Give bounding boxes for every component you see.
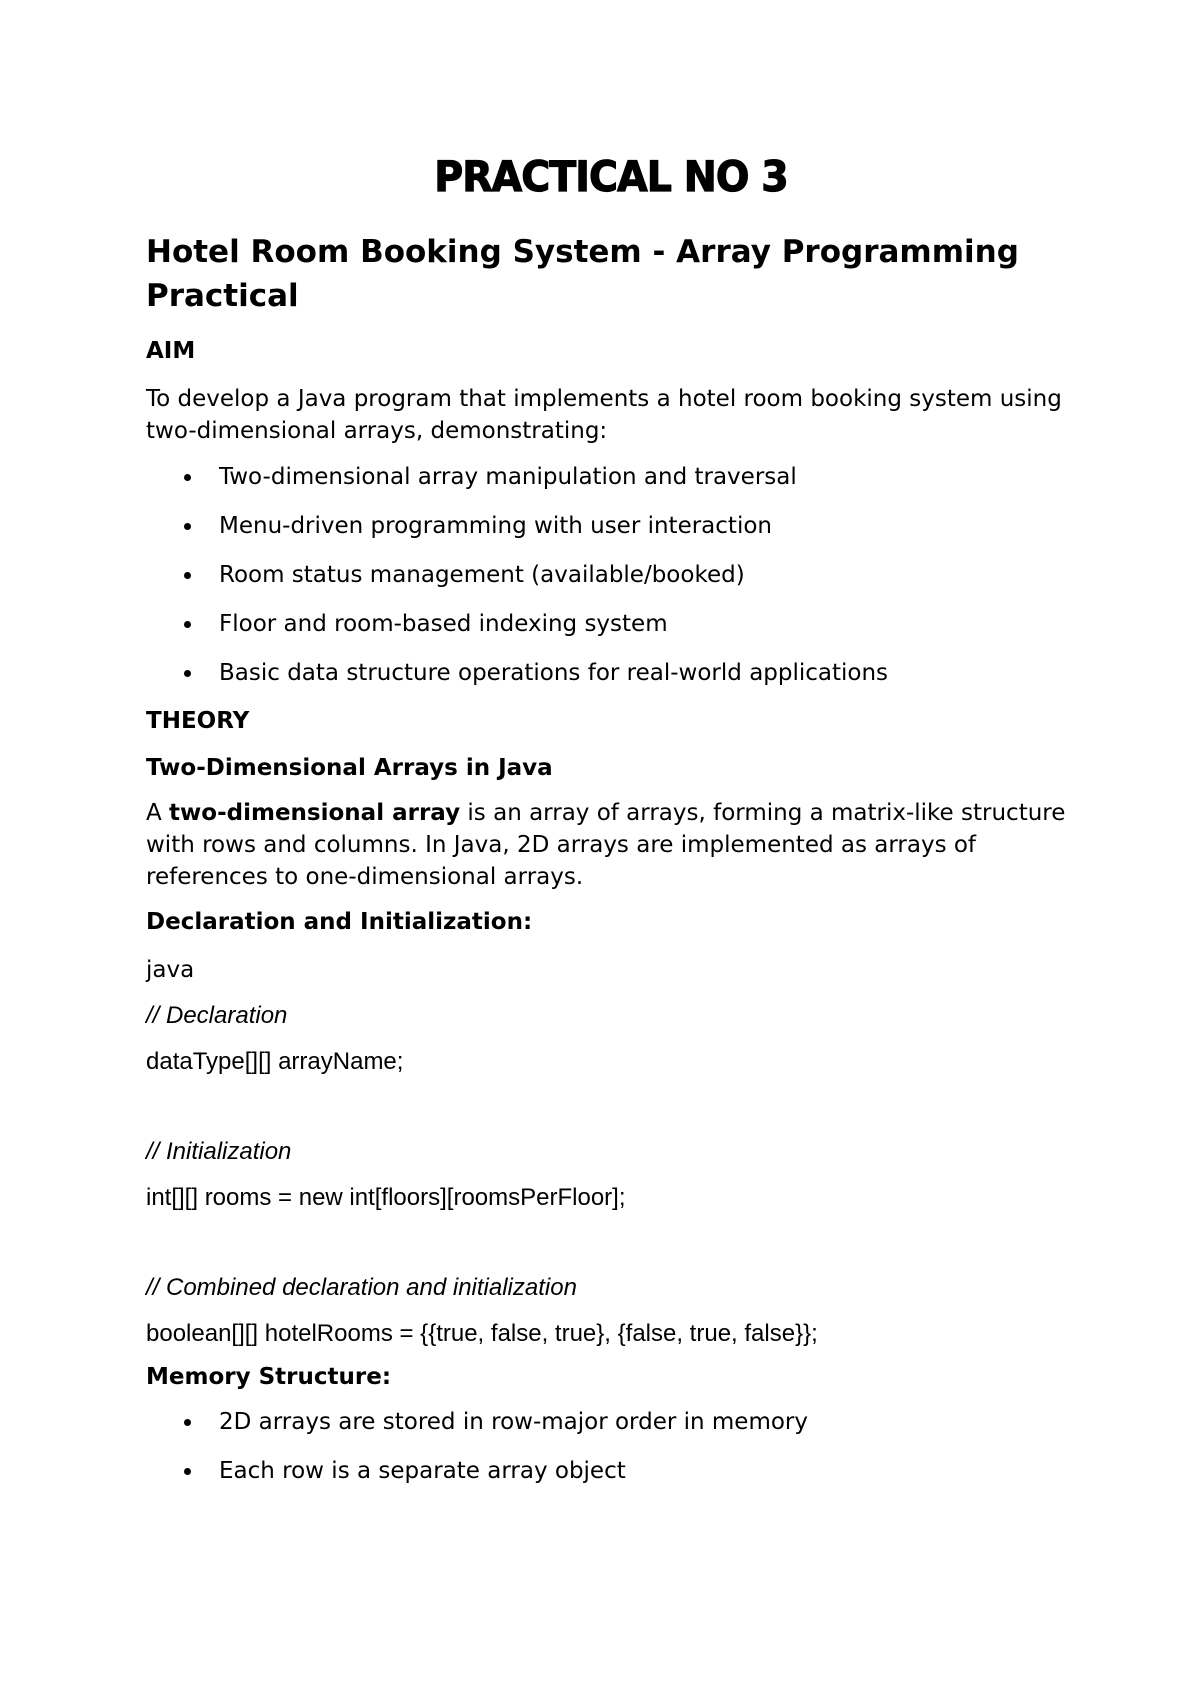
list-item-text: Menu-driven programming with user interaction	[219, 513, 772, 539]
theory-paragraph	[146, 797, 1076, 893]
list-item	[146, 1406, 1076, 1438]
theory-paragraph-rest: is an array of arrays, forming a matrix-like structure with rows and columns. In Java, 2D arrays are implemented as arrays of references to one-dimensional arrays.	[146, 800, 1066, 890]
bullet-icon	[184, 621, 191, 628]
list-item	[146, 461, 1076, 493]
bullet-icon	[184, 523, 191, 530]
bullet-icon	[184, 474, 191, 481]
list-item-text: Basic data structure operations for real-world applications	[219, 660, 889, 686]
main-heading: Hotel Room Booking System - Array Programming Practical	[146, 234, 1019, 314]
list-item-text: Two-dimensional array manipulation and traversal	[219, 464, 797, 490]
declaration-heading: Declaration and Initialization:	[146, 909, 533, 935]
memory-bullet-list	[146, 1406, 1076, 1487]
list-item	[146, 1455, 1076, 1487]
aim-intro: To develop a Java program that implements a hotel room booking system using two-dimensional arrays, demonstrating:	[146, 386, 1062, 444]
list-item	[146, 608, 1076, 640]
code-comment-declaration: // Declaration	[146, 1002, 288, 1029]
document-content	[146, 150, 1076, 1504]
code-line-combined: boolean[][] hotelRooms = {{true, false, true}, {false, true, false}};	[146, 1320, 818, 1347]
theory-paragraph-prefix: A	[146, 800, 170, 826]
theory-paragraph-bold-term: two-dimensional array	[169, 800, 461, 826]
list-item	[146, 510, 1076, 542]
list-item	[146, 657, 1076, 689]
list-item	[146, 559, 1076, 591]
code-comment-combined: // Combined declaration and initialization	[146, 1274, 577, 1301]
code-language-label: java	[146, 957, 195, 983]
aim-heading: AIM	[146, 338, 196, 364]
list-item-text: Room status management (available/booked)	[219, 562, 745, 588]
theory-subheading: Two-Dimensional Arrays in Java	[146, 755, 553, 781]
list-item-text: 2D arrays are stored in row-major order in memory	[219, 1409, 809, 1435]
code-comment-initialization: // Initialization	[146, 1138, 292, 1165]
code-line-initialization: int[][] rooms = new int[floors][roomsPerFloor];	[146, 1184, 626, 1211]
bullet-icon	[184, 572, 191, 579]
code-block	[146, 1000, 1076, 1350]
memory-structure-heading: Memory Structure:	[146, 1364, 392, 1390]
document-title: PRACTICAL NO 3	[434, 152, 788, 201]
code-blank-line	[146, 1214, 1076, 1262]
bullet-icon	[184, 1468, 191, 1475]
list-item-text: Each row is a separate array object	[219, 1458, 626, 1484]
list-item-text: Floor and room-based indexing system	[219, 611, 668, 637]
aim-bullet-list	[146, 461, 1076, 689]
code-blank-line	[146, 1078, 1076, 1126]
bullet-icon	[184, 670, 191, 677]
theory-heading: THEORY	[146, 708, 250, 734]
code-line-declaration: dataType[][] arrayName;	[146, 1048, 404, 1075]
bullet-icon	[184, 1419, 191, 1426]
